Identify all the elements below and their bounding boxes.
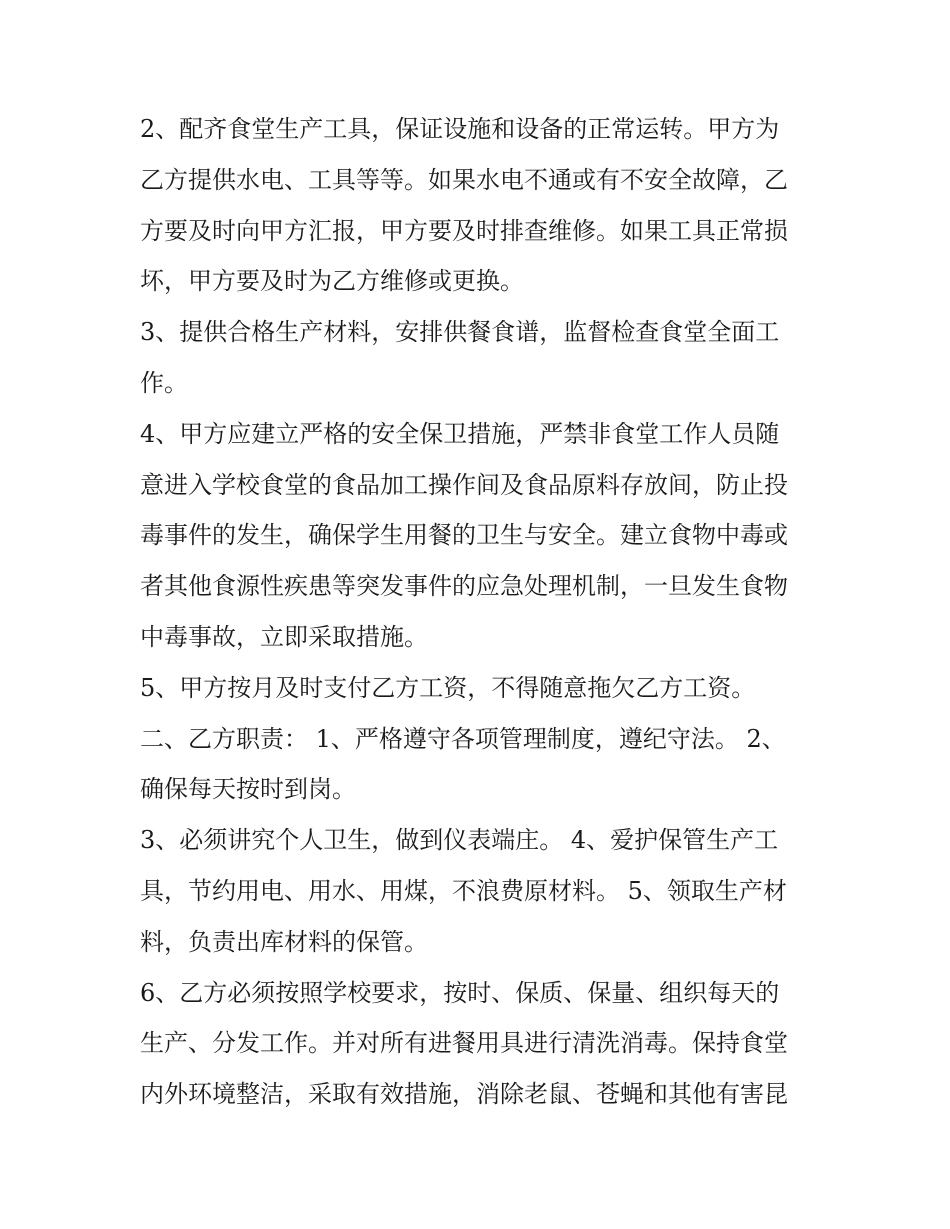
text-line: 3、提供合格生产材料，安排供餐食谱，监督检查食堂全面工 bbox=[140, 318, 780, 347]
text-line: 中毒事故，立即采取措施。 bbox=[140, 622, 428, 651]
text-line: 2、配齐食堂生产工具，保证设施和设备的正常运转。甲方为 bbox=[140, 115, 780, 143]
text-line: 意进入学校食堂的食品加工操作间及食品原料存放间，防止投 bbox=[140, 470, 788, 499]
text-line: 4、甲方应建立严格的安全保卫措施，严禁非食堂工作人员随 bbox=[140, 419, 780, 448]
text-line: 具，节约用电、用水、用煤，不浪费原材料。 5、领取生产材 bbox=[140, 876, 787, 905]
text-line: 乙方提供水电、工具等等。如果水电不通或有不安全故障，乙 bbox=[140, 165, 788, 194]
text-line: 6、乙方必须按照学校要求，按时、保质、保量、组织每天的 bbox=[140, 978, 780, 1007]
text-line: 毒事件的发生，确保学生用餐的卫生与安全。建立食物中毒或 bbox=[140, 521, 788, 550]
text-line: 者其他食源性疾患等突发事件的应急处理机制，一旦发生食物 bbox=[140, 572, 788, 601]
contract-text bbox=[140, 104, 820, 1120]
text-line: 生产、分发工作。并对所有进餐用具进行清洗消毒。保持食堂 bbox=[140, 1029, 788, 1058]
text-line: 方要及时向甲方汇报，甲方要及时排查维修。如果工具正常损 bbox=[140, 216, 788, 245]
text-line: 料，负责出库材料的保管。 bbox=[140, 927, 428, 956]
text-line: 坏，甲方要及时为乙方维修或更换。 bbox=[140, 267, 524, 296]
text-line: 确保每天按时到岗。 bbox=[140, 775, 356, 804]
text-line: 3、必须讲究个人卫生，做到仪表端庄。 4、爱护保管生产工 bbox=[140, 826, 779, 855]
text-line: 5、甲方按月及时支付乙方工资，不得随意拖欠乙方工资。 bbox=[140, 673, 756, 702]
text-line: 内外环境整洁，采取有效措施，消除老鼠、苍蝇和其他有害昆 bbox=[140, 1080, 788, 1109]
text-line: 二、乙方职责： 1、严格遵守各项管理制度，遵纪守法。 2、 bbox=[140, 724, 786, 753]
text-line: 作。 bbox=[140, 368, 188, 397]
